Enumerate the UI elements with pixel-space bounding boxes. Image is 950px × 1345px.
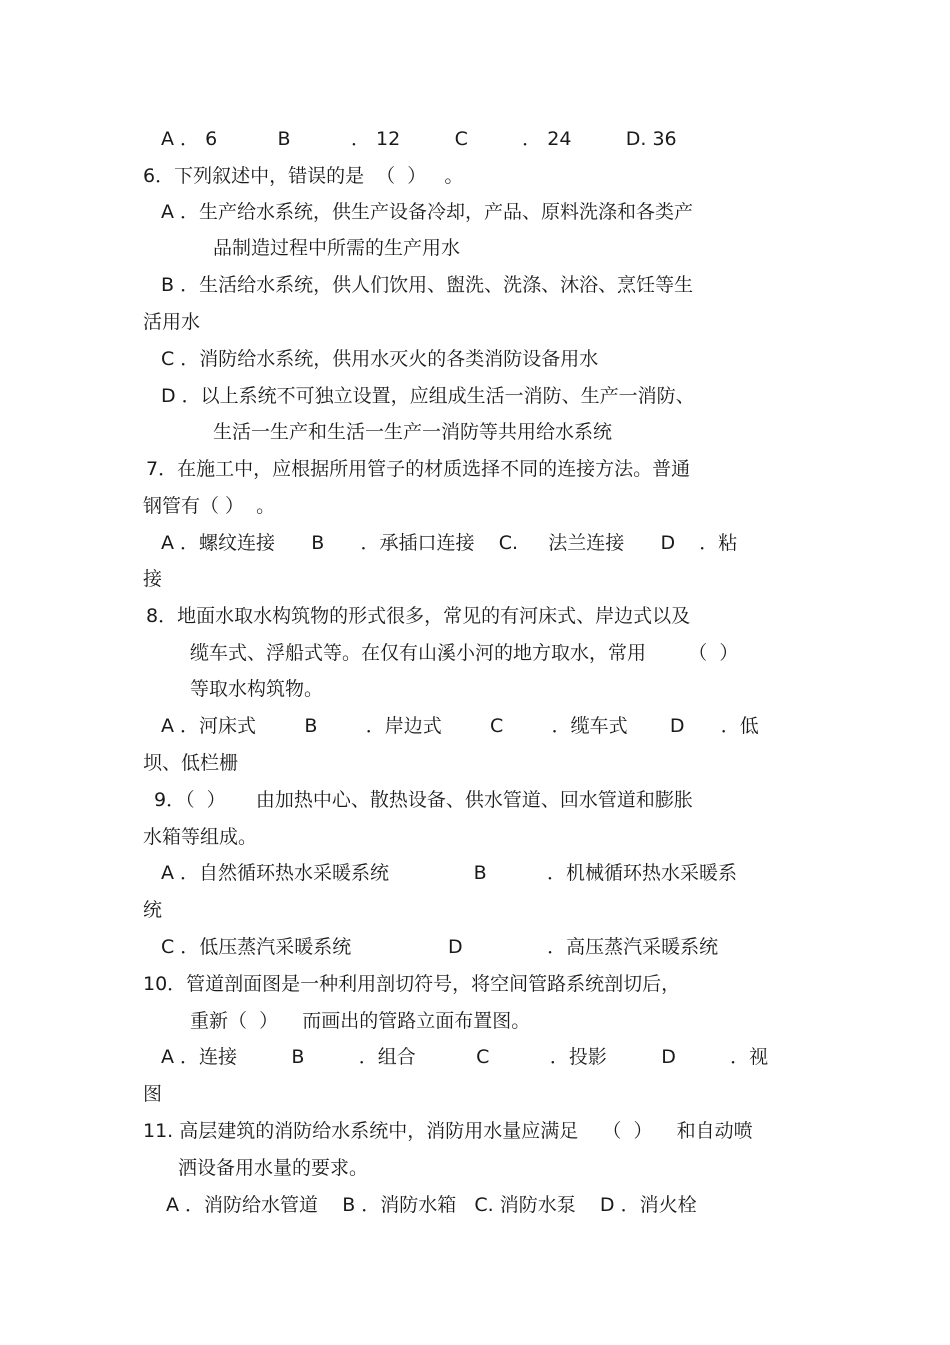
- q6-option-a-cont: 品制造过程中所需的生产用水: [213, 237, 461, 259]
- q6-stem: 6．下列叙述中，错误的是 （ ） 。: [143, 165, 464, 187]
- q9-options-ab: A ．自然循环热水采暖系统 B ．机械循环热水采暖系: [161, 862, 738, 884]
- q6-option-b-cont: 活用水: [143, 311, 201, 333]
- q6-option-b: B ．生活给水系统，供人们饮用、盥洗、洗涤、沐浴、烹饪等生: [161, 274, 694, 296]
- q8-options: A ．河床式 B ．岸边式 C ．缆车式 D ．低: [161, 715, 759, 737]
- q11-stem: 11. 高层建筑的消防给水系统中，消防用水量应满足 （ ） 和自动喷: [143, 1120, 753, 1142]
- q7-stem: 7．在施工中，应根据所用管子的材质选择不同的连接方法。普通: [146, 458, 691, 480]
- q5-options: A ． 6 B ． 12 C ． 24 D. 36: [161, 128, 677, 150]
- q9-options-cd: C ．低压蒸汽采暖系统 D ．高压蒸汽采暖系统: [161, 936, 719, 958]
- q11-stem-cont: 洒设备用水量的要求。: [178, 1157, 369, 1179]
- q11-options: A ．消防给水管道 B ．消防水箱 C. 消防水泵 D ．消火栓: [166, 1194, 697, 1216]
- q8-options-cont: 坝、低栏栅: [143, 752, 239, 774]
- q6-option-d-cont: 生活一生产和生活一生产一消防等共用给水系统: [213, 421, 613, 443]
- q10-options: A ．连接 B ．组合 C ．投影 D ．视: [161, 1046, 769, 1068]
- q10-stem: 10．管道剖面图是一种利用剖切符号，将空间管路系统剖切后，: [143, 973, 681, 995]
- q9-stem: 9．（ ） 由加热中心、散热设备、供水管道、回水管道和膨胀: [154, 789, 693, 811]
- q8-stem-cont-2: 等取水构筑物。: [190, 678, 324, 700]
- q9-options-ab-cont: 统: [143, 899, 163, 921]
- q8-stem: 8．地面水取水构筑物的形式很多，常见的有河床式、岸边式以及: [146, 605, 691, 627]
- q8-stem-cont-1: 缆车式、浮船式等。在仅有山溪小河的地方取水，常用 （ ）: [190, 642, 739, 664]
- q9-stem-cont: 水箱等组成。: [143, 826, 258, 848]
- q7-options-cont: 接: [143, 568, 163, 590]
- q6-option-c: C ．消防给水系统，供用水灭火的各类消防设备用水: [161, 348, 599, 370]
- q6-option-d: D ．以上系统不可独立设置，应组成生活一消防、生产一消防、: [161, 385, 695, 407]
- q10-stem-cont: 重新（ ） 而画出的管路立面布置图。: [190, 1010, 531, 1032]
- q7-stem-cont: 钢管有（ ） 。: [143, 495, 276, 517]
- q7-options: A ．螺纹连接 B ．承插口连接 C. 法兰连接 D ．粘: [161, 532, 738, 554]
- q6-option-a: A ．生产给水系统，供生产设备冷却，产品、原料洗涤和各类产: [161, 201, 694, 223]
- q10-options-cont: 图: [143, 1083, 163, 1105]
